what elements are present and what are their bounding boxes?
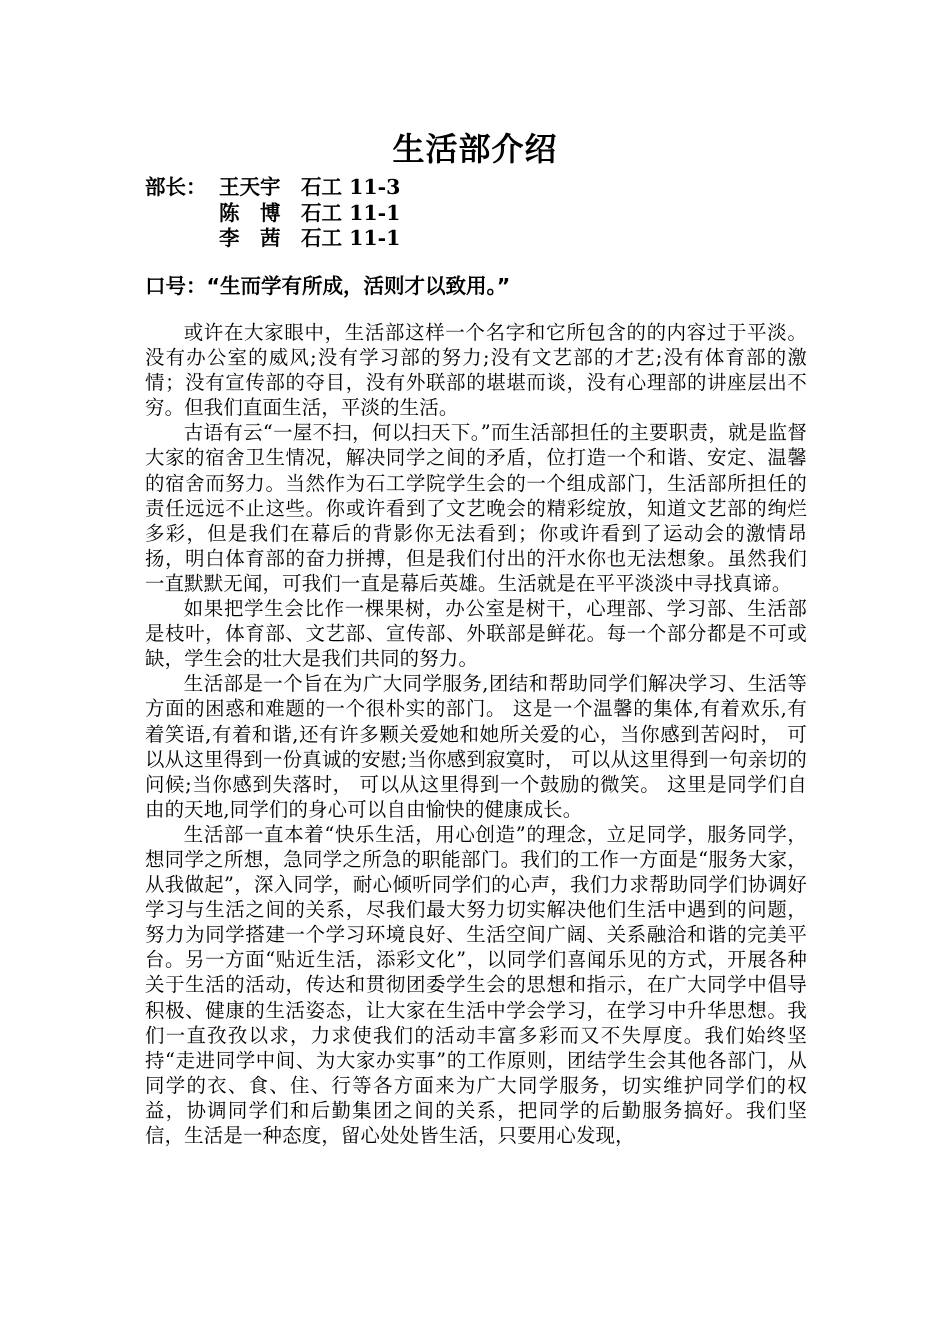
leader-name: 陈 博	[219, 200, 281, 225]
leader-row	[145, 175, 400, 201]
body-text	[145, 320, 807, 1148]
leaders-label: 部长：	[145, 175, 207, 199]
leader-name: 王天宇	[219, 175, 281, 199]
leader-name: 李 茜	[219, 226, 281, 250]
paragraph: 或许在大家眼中，生活部这样一个名字和它所包含的的内容过于平淡。没有办公室的威风;没有学习部的努力;没有文艺部的才艺;没有体育部的激情；没有宣传部的夺目，没有外联部的堪堪而谈，没有心理部的讲座层出不穷。但我们直面生活，平淡的生活。	[145, 321, 807, 420]
leader-class: 石工 11-1	[301, 226, 401, 250]
leader-class: 石工 11-1	[301, 200, 401, 225]
paragraph: 生活部是一个旨在为广大同学服务,团结和帮助同学们解决学习、生活等方面的困惑和难题的一个很朴实的部门。 这是一个温馨的集体,有着欢乐,有着笑语,有着和谐,还有许多颗关爱她和她所关爱的心，当你感到苦闷时， 可以从这里得到一份真诚的安慰;当你感到寂寞时， 可以从这里得到一句亲切的问候;当你感到失落时， 可以从这里得到一个鼓励的微笑。 这里是同学们自由的天地,同学们的身心可以自由愉快的健康成长。	[145, 672, 807, 821]
slogan-label: 口号：	[145, 274, 207, 298]
paragraph: 生活部一直本着“快乐生活，用心创造”的理念，立足同学，服务同学，想同学之所想，急同学之所急的职能部门。我们的工作一方面是“服务大家，从我做起”，深入同学，耐心倾听同学们的心声，我们力求帮助同学们协调好学习与生活之间的关系，尽我们最大努力切实解决他们生活中遇到的问题，努力为同学搭建一个学习环境良好、生活空间广阔、关系融洽和谐的完美平台。另一方面“贴近生活，添彩文化”，以同学们喜闻乐见的方式，开展各种关于生活的活动，传达和贯彻团委学生会的思想和指示，在广大同学中倡导积极、健康的生活姿态，让大家在生活中学会学习，在学习中升华思想。我们一直孜孜以求，力求使我们的活动丰富多彩而又不失厚度。我们始终坚持“走进同学中间、为大家办实事”的工作原则，团结学生会其他各部门，从同学的衣、食、住、行等各方面来为广大同学服务，切实维护同学们的权益，协调同学们和后勤集团之间的关系，把同学的后勤服务搞好。我们坚信，生活是一种态度，留心处处皆生活，只要用心发现，	[145, 822, 807, 1147]
paragraph: 如果把学生会比作一棵果树，办公室是树干，心理部、学习部、生活部是枝叶，体育部、文艺部、宣传部、外联部是鲜花。每一个部分都是不可或缺，学生会的壮大是我们共同的努力。	[145, 597, 807, 671]
document-title: 生活部介绍	[392, 130, 558, 168]
leader-row	[145, 226, 400, 252]
paragraph: 古语有云“一屋不扫，何以扫天下。”而生活部担任的主要职责，就是监督大家的宿舍卫生情况，解决同学之间的矛盾，位打造一个和谐、安定、温馨的宿舍而努力。当然作为石工学院学生会的一个组成部门，生活部所担任的责任远远不止这些。你或许看到了文艺晚会的精彩绽放，知道文艺部的绚烂多彩，但是我们在幕后的背影你无法看到；你或许看到了运动会的激情昂扬，明白体育部的奋力拼搏，但是我们付出的汗水你也无法想象。虽然我们一直默默无闻，可我们一直是幕后英雄。生活就是在平平淡淡中寻找真谛。	[145, 421, 807, 595]
slogan-line	[145, 272, 510, 300]
leader-row	[145, 201, 400, 227]
leaders-label-spacer	[145, 226, 219, 252]
leaders-label-spacer	[145, 201, 219, 227]
leaders-block	[145, 175, 400, 252]
slogan-text: “生而学有所成，活则才以致用。”	[206, 274, 511, 298]
leader-class: 石工 11-3	[301, 175, 401, 199]
